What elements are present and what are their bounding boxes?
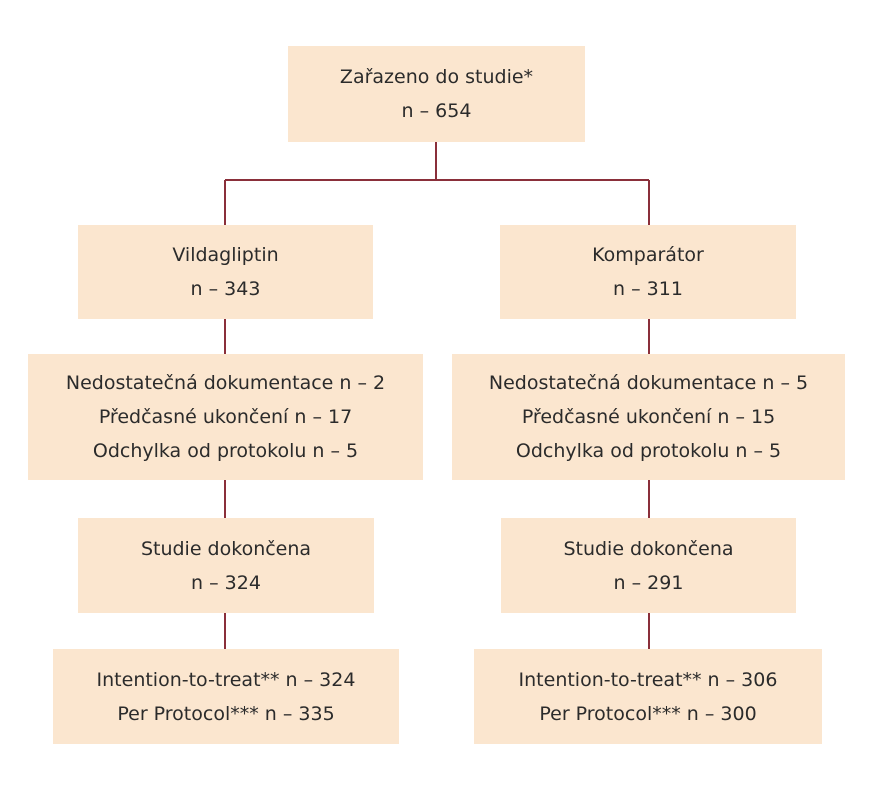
- vildagliptin-title: Vildagliptin: [172, 244, 279, 266]
- komparator-exclusions-box: [452, 354, 845, 480]
- komparator-box: [500, 225, 796, 319]
- komparator-itt: Intention-to-treat** n – 306: [518, 668, 778, 691]
- vildagliptin-completed-box: [78, 518, 374, 613]
- vildagliptin-exclusion-early-termination: Předčasné ukončení n – 17: [98, 406, 353, 428]
- komparator-count: n – 311: [613, 278, 683, 300]
- komparator-exclusion-protocol-deviation: Odchylka od protokolu n – 5: [515, 440, 782, 462]
- komparator-completed-box: [501, 518, 796, 613]
- komparator-completed-count: n – 291: [613, 571, 684, 594]
- vildagliptin-exclusion-documentation: Nedostatečná dokumentace n – 2: [65, 372, 386, 394]
- vildagliptin-exclusion-protocol-deviation: Odchylka od protokolu n – 5: [92, 440, 359, 462]
- vildagliptin-completed-count: n – 324: [191, 571, 261, 594]
- vildagliptin-itt: Intention-to-treat** n – 324: [96, 668, 356, 691]
- komparator-per-protocol: Per Protocol*** n – 300: [539, 702, 757, 725]
- komparator-exclusion-early-termination: Předčasné ukončení n – 15: [521, 406, 776, 428]
- vildagliptin-per-protocol: Per Protocol*** n – 335: [117, 702, 335, 725]
- enrolled-box: [288, 46, 585, 142]
- vildagliptin-box: [78, 225, 373, 319]
- komparator-completed-title: Studie dokončena: [563, 537, 734, 560]
- komparator-exclusion-documentation: Nedostatečná dokumentace n – 5: [488, 372, 809, 394]
- vildagliptin-analysis-box: [53, 649, 399, 744]
- vildagliptin-completed-title: Studie dokončena: [140, 537, 312, 560]
- vildagliptin-count: n – 343: [190, 278, 261, 300]
- vildagliptin-exclusions-box: [28, 354, 423, 480]
- enrolled-title: Zařazeno do studie*: [339, 66, 534, 88]
- enrolled-count: n – 654: [401, 100, 472, 122]
- komparator-analysis-box: [474, 649, 822, 744]
- komparator-title: Komparátor: [592, 244, 704, 266]
